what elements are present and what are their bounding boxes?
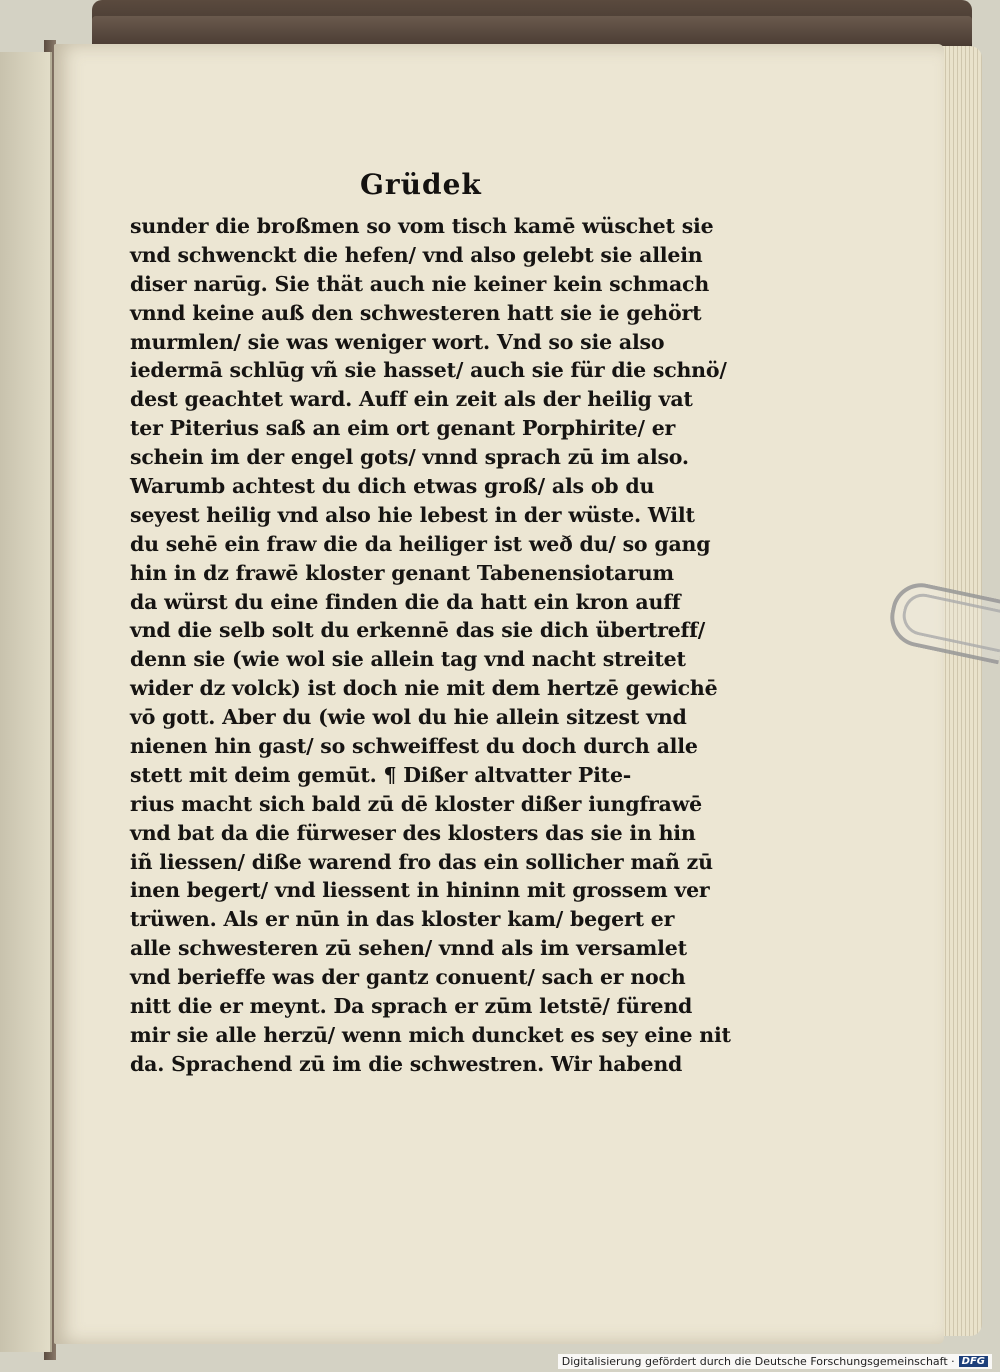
text-line: stett mit deim gemūt. ¶ Dißer altvatter Pite- [130,762,632,787]
text-line: dest geachtet ward. Auff ein zeit als der heilig vat [130,387,693,412]
text-line: Warumb achtest du dich etwas groß/ als ob du [130,474,655,499]
text-line: vō gott. Aber du (wie wol du hie allein sitzest vnd [130,705,687,730]
text-line: du sehē ein fraw die da heiliger ist weð du/ so gang [130,531,711,556]
text-line: diser narūg. Sie thät auch nie keiner kein schmach [130,271,710,296]
text-line: vnd schwenckt die hefen/ vnd also gelebt sie allein [130,242,703,267]
text-line: murmlen/ sie was weniger wort. Vnd so sie also [130,329,665,354]
text-line: mir sie alle herzū/ wenn mich duncket es sey eine nit [130,1022,731,1047]
text-line: seyest heilig vnd also hie lebest in der wüste. Wilt [130,502,695,527]
text-line: da würst du eine finden die da hatt ein kron auff [130,589,681,614]
text-line: hin in dz frawē kloster genant Tabenensiotarum [130,560,674,585]
text-block [130,212,731,1079]
book-head-edge [92,16,972,46]
text-line: trüwen. Als er nūn in das kloster kam/ begert er [130,907,675,932]
text-line: vnd bat da die fürweser des klosters das sie in hin [130,820,696,845]
running-head: Grüdek [360,168,482,201]
book-binding-top [92,0,972,48]
text-line: rius macht sich bald zū dē kloster dißer iungfrawē [130,791,702,816]
text-line: nitt die er meynt. Da sprach er zūm letstē/ fürend [130,994,693,1019]
text-line: iedermā schlūg vñ sie hasset/ auch sie für die schnö/ [130,358,727,383]
text-line: alle schwesteren zū sehen/ vnnd als im versamlet [130,936,687,961]
text-line: iñ liessen/ diße warend fro das ein sollicher mañ zū [130,849,713,874]
text-line: sunder die broßmen so vom tisch kamē wüschet sie [130,214,714,238]
text-line: vnd die selb solt du erkennē das sie dich übertreff/ [130,618,706,643]
text-line: wider dz volck) ist doch nie mit dem hertzē gewichē [130,676,718,701]
text-line: vnd berieffe was der gantz conuent/ sach er noch [130,965,686,990]
text-line: da. Sprachend zū im die schwestren. Wir habend [130,1051,683,1076]
credit-text: Digitalisierung gefördert durch die Deutsche Forschungsgemeinschaft · [561,1355,955,1368]
text-line: denn sie (wie wol sie allein tag vnd nacht streitet [130,647,686,672]
left-page-edge [0,52,52,1352]
text-line: inen begert/ vnd liessent in hininn mit grossem ver [130,878,710,903]
text-line: schein im der engel gots/ vnnd sprach zū im also. [130,445,689,470]
text-line: vnnd keine auß den schwesteren hatt sie ie gehört [130,300,702,325]
dfg-logo: DFG [959,1356,988,1367]
text-line: nienen hin gast/ so schweiffest du doch durch alle [130,734,698,759]
digitization-credit [558,1354,992,1369]
text-line: ter Piterius saß an eim ort genant Porphirite/ er [130,416,676,441]
